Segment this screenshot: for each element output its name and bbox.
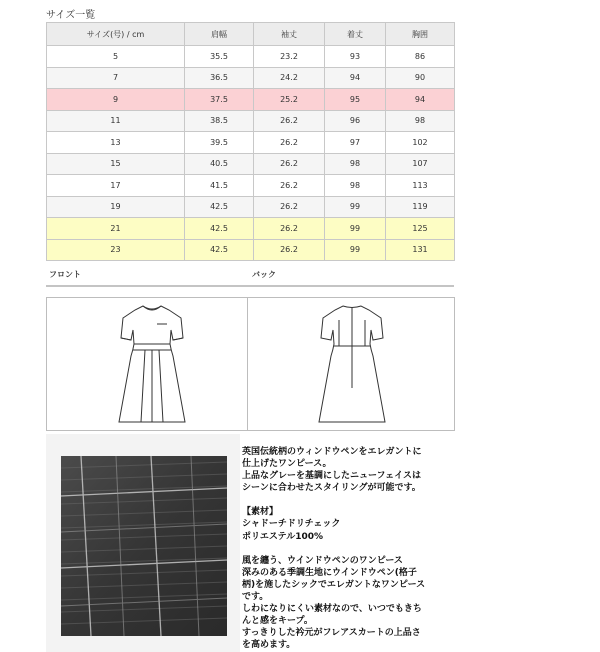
table-row [47, 218, 455, 240]
size-chart-header-row [47, 23, 455, 46]
cell-bust: 102 [386, 132, 455, 154]
front-view-label: フロント [49, 270, 81, 279]
intro-line: 仕上げたワンピース。 [242, 459, 332, 470]
fabric-swatch-image [61, 456, 227, 636]
table-row [47, 196, 455, 218]
cell-length: 97 [325, 132, 386, 154]
material-line: シャドーチドリチェック [242, 519, 341, 530]
cell-size: 17 [47, 175, 185, 197]
cell-sleeve: 26.2 [254, 196, 325, 218]
detail-line: 風を纏う、ウインドウペンのワンピース [242, 555, 403, 566]
cell-shoulder: 41.5 [185, 175, 254, 197]
table-row [47, 110, 455, 132]
cell-sleeve: 24.2 [254, 67, 325, 89]
back-view-label: バック [252, 270, 276, 279]
cell-sleeve: 26.2 [254, 218, 325, 240]
cell-length: 95 [325, 89, 386, 111]
detail-line: すっきりした衿元がフレアスカートの上品さ [242, 628, 421, 639]
intro-line: シーンに合わせたスタイリングが可能です。 [242, 483, 421, 494]
cell-bust: 119 [386, 196, 455, 218]
cell-size: 19 [47, 196, 185, 218]
cell-bust: 113 [386, 175, 455, 197]
table-row [47, 175, 455, 197]
cell-size: 21 [47, 218, 185, 240]
cell-shoulder: 37.5 [185, 89, 254, 111]
back-dress-illustration [317, 302, 387, 426]
cell-bust: 94 [386, 89, 455, 111]
cell-bust: 98 [386, 110, 455, 132]
cell-sleeve: 26.2 [254, 153, 325, 175]
size-chart-table [46, 22, 455, 261]
cell-shoulder: 38.5 [185, 110, 254, 132]
cell-length: 98 [325, 175, 386, 197]
cell-bust: 90 [386, 67, 455, 89]
cell-length: 99 [325, 218, 386, 240]
cell-length: 99 [325, 239, 386, 261]
cell-size: 13 [47, 132, 185, 154]
table-row [47, 153, 455, 175]
view-label-divider [46, 285, 454, 287]
cell-length: 96 [325, 110, 386, 132]
material-heading: 【素材】 [242, 507, 279, 518]
cell-sleeve: 23.2 [254, 46, 325, 68]
illustration-divider [247, 298, 248, 430]
fabric-pattern [61, 456, 227, 636]
cell-shoulder: 39.5 [185, 132, 254, 154]
cell-bust: 107 [386, 153, 455, 175]
detail-line: しわになりにくい素材なので、いつでもきち [242, 604, 422, 615]
cell-shoulder: 36.5 [185, 67, 254, 89]
cell-shoulder: 40.5 [185, 153, 254, 175]
size-chart-title: サイズ一覧 [46, 10, 96, 21]
detail-line: を高めます。 [242, 640, 296, 651]
cell-length: 94 [325, 67, 386, 89]
front-dress-illustration [117, 302, 187, 426]
material-line: ポリエステル100% [242, 531, 323, 542]
cell-size: 23 [47, 239, 185, 261]
cell-size: 15 [47, 153, 185, 175]
cell-sleeve: 26.2 [254, 239, 325, 261]
cell-bust: 125 [386, 218, 455, 240]
cell-sleeve: 26.2 [254, 110, 325, 132]
cell-shoulder: 42.5 [185, 196, 254, 218]
detail-line: 柄)を施したシックでエレガントなワンピース [242, 579, 426, 590]
cell-length: 98 [325, 153, 386, 175]
intro-line: 英国伝統柄のウィンドウペンをエレガントに [242, 447, 422, 457]
table-row [47, 239, 455, 261]
table-row [47, 132, 455, 154]
detail-line: 深みのある季調生地にウインドウペン(格子 [242, 567, 417, 578]
cell-length: 99 [325, 196, 386, 218]
cell-size: 5 [47, 46, 185, 68]
cell-shoulder: 42.5 [185, 218, 254, 240]
header-length: 着丈 [325, 23, 386, 46]
detail-line: です。 [242, 591, 269, 602]
product-description [242, 446, 454, 651]
view-label-gap [245, 282, 255, 284]
header-bust: 胸囲 [386, 23, 455, 46]
dress-illustration-panel [46, 297, 455, 431]
cell-size: 9 [47, 89, 185, 111]
header-shoulder: 肩幅 [185, 23, 254, 46]
table-row [47, 89, 455, 111]
intro-line: 上品なグレーを基調にしたニューフェイスは [242, 471, 422, 482]
cell-sleeve: 25.2 [254, 89, 325, 111]
header-size: サイズ(号) / cm [47, 23, 185, 46]
header-sleeve: 袖丈 [254, 23, 325, 46]
cell-shoulder: 35.5 [185, 46, 254, 68]
cell-sleeve: 26.2 [254, 132, 325, 154]
table-row [47, 67, 455, 89]
cell-bust: 86 [386, 46, 455, 68]
table-row [47, 46, 455, 68]
detail-line: んと感をキープ。 [242, 616, 313, 627]
cell-bust: 131 [386, 239, 455, 261]
cell-size: 7 [47, 67, 185, 89]
cell-length: 93 [325, 46, 386, 68]
cell-shoulder: 42.5 [185, 239, 254, 261]
cell-sleeve: 26.2 [254, 175, 325, 197]
cell-size: 11 [47, 110, 185, 132]
